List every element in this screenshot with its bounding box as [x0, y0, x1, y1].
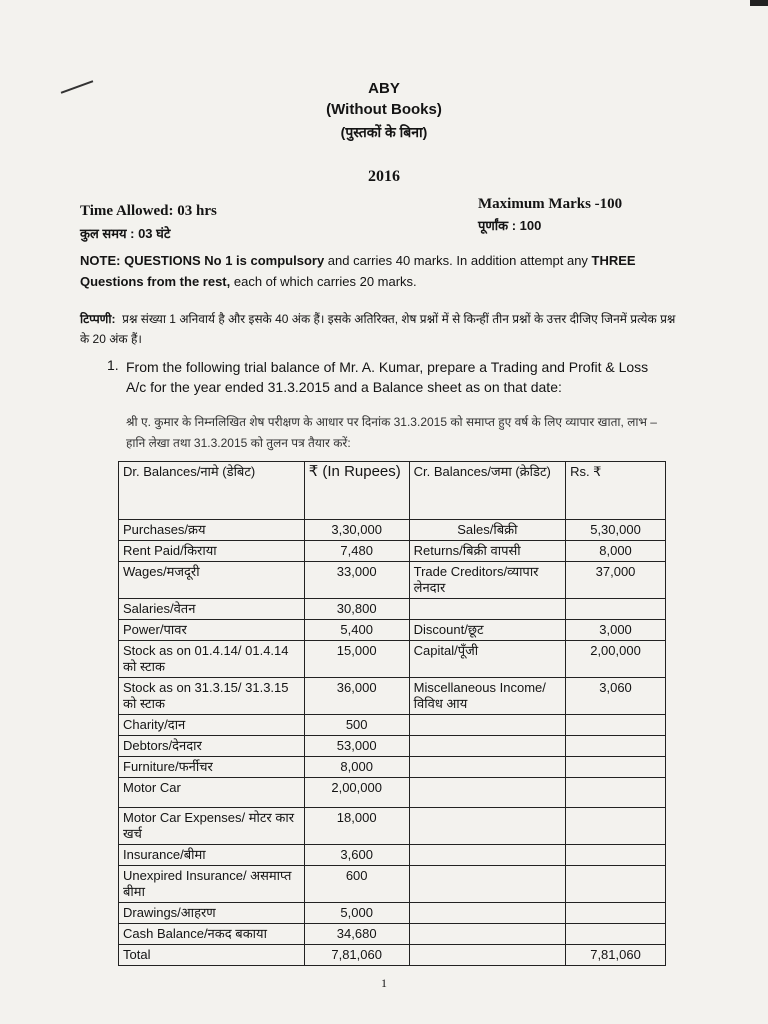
table-row [119, 620, 666, 641]
table-cell: Drawings/आहरण [119, 903, 305, 924]
table-cell: Unexpired Insurance/ असमाप्त बीमा [119, 866, 305, 903]
note-text-2: each of which carries 20 marks. [230, 274, 417, 289]
table-header-cell: Rs. ₹ [566, 462, 666, 520]
table-cell [566, 778, 666, 808]
table-cell: Debtors/देनदार [119, 736, 305, 757]
table-cell [409, 924, 565, 945]
table-cell [566, 866, 666, 903]
table-row [119, 520, 666, 541]
table-cell [566, 736, 666, 757]
table-cell: Capital/पूँजी [409, 641, 565, 678]
note-hindi-label: टिप्पणी: [80, 312, 116, 326]
table-row [119, 778, 666, 808]
table-cell: 3,060 [566, 678, 666, 715]
table-cell: 36,000 [304, 678, 409, 715]
table-cell: Furniture/फर्नीचर [119, 757, 305, 778]
table-cell: Sales/बिक्री [409, 520, 565, 541]
table-cell: Wages/मजदूरी [119, 562, 305, 599]
table-row [119, 845, 666, 866]
table-row [119, 736, 666, 757]
table-cell [566, 903, 666, 924]
table-cell: 7,81,060 [566, 945, 666, 966]
table-header-cell: Dr. Balances/नामे (डेबिट) [119, 462, 305, 520]
page-number: 1 [381, 976, 387, 990]
paper-title: ABY [368, 80, 400, 97]
time-allowed: Time Allowed: 03 hrs [80, 203, 217, 219]
table-cell [566, 757, 666, 778]
table-row [119, 562, 666, 599]
table-cell: 18,000 [304, 808, 409, 845]
table-cell: Insurance/बीमा [119, 845, 305, 866]
table-cell: Stock as on 01.4.14/ 01.4.14 को स्टाक [119, 641, 305, 678]
table-cell [409, 866, 565, 903]
table-cell [566, 924, 666, 945]
table-cell [566, 599, 666, 620]
table-row [119, 945, 666, 966]
time-allowed-hindi: कुल समय : 03 घंटे [80, 226, 171, 241]
table-cell: 8,000 [566, 541, 666, 562]
table-header-row [119, 462, 666, 520]
table-cell: Charity/दान [119, 715, 305, 736]
table-row [119, 903, 666, 924]
table-cell: Motor Car [119, 778, 305, 808]
table-row [119, 678, 666, 715]
note-compulsory: QUESTIONS No 1 is compulsory [124, 253, 325, 268]
table-cell: Miscellaneous Income/ विविध आय [409, 678, 565, 715]
question-text-hindi: श्री ए. कुमार के निम्नलिखित शेष परीक्षण के आधार पर दिनांक 31.3.2015 को समाप्त हुए वर्ष के लिए व्यापार खाता, लाभ –हानि लेखा तथा 31.3.2015 को तुलन पत्र तैयार करें: [126, 415, 657, 450]
table-cell [566, 845, 666, 866]
trial-balance-table [118, 461, 666, 966]
table-cell: 53,000 [304, 736, 409, 757]
table-cell [409, 715, 565, 736]
table-cell: 2,00,000 [566, 641, 666, 678]
maximum-marks-hindi: पूर्णांक : 100 [478, 218, 542, 233]
instructions-note [80, 250, 680, 292]
table-cell: Salaries/वेतन [119, 599, 305, 620]
table-cell [566, 715, 666, 736]
table-header-cell: Cr. Balances/जमा (क्रेडिट) [409, 462, 565, 520]
paper-year: 2016 [368, 168, 400, 185]
table-cell [409, 736, 565, 757]
note-three: THREE Questions from the rest, [80, 253, 636, 289]
table-cell: 33,000 [304, 562, 409, 599]
table-row [119, 866, 666, 903]
table-cell: 34,680 [304, 924, 409, 945]
page-edge-mark [750, 0, 768, 6]
table-cell: Rent Paid/किराया [119, 541, 305, 562]
table-cell: 5,400 [304, 620, 409, 641]
question-text: From the following trial balance of Mr. A. Kumar, prepare a Trading and Profit & Loss A/c for the year ended 31.3.2015 and a Balance sheet as on that date: [126, 359, 649, 395]
instructions-note-hindi [80, 309, 680, 349]
table-cell: 600 [304, 866, 409, 903]
table-cell: 37,000 [566, 562, 666, 599]
table-cell [566, 808, 666, 845]
table-cell: Purchases/क्रय [119, 520, 305, 541]
table-cell: Cash Balance/नकद बकाया [119, 924, 305, 945]
table-cell [409, 845, 565, 866]
table-row [119, 924, 666, 945]
note-label: NOTE: [80, 253, 121, 268]
table-row [119, 541, 666, 562]
note-text-1: and carries 40 marks. In addition attempt any [324, 253, 592, 268]
table-cell: 3,600 [304, 845, 409, 866]
table-cell: 5,30,000 [566, 520, 666, 541]
table-cell: Trade Creditors/व्यापार लेनदार [409, 562, 565, 599]
table-cell: 7,480 [304, 541, 409, 562]
table-row [119, 715, 666, 736]
table-cell [409, 903, 565, 924]
table-cell [409, 778, 565, 808]
table-cell: Total [119, 945, 305, 966]
table-cell: 2,00,000 [304, 778, 409, 808]
table-row [119, 757, 666, 778]
maximum-marks: Maximum Marks -100 [478, 196, 623, 212]
table-cell: 30,800 [304, 599, 409, 620]
paper-subtitle-hindi: (पुस्तकों के बिना) [340, 124, 428, 140]
table-cell: 7,81,060 [304, 945, 409, 966]
table-cell: Power/पावर [119, 620, 305, 641]
table-cell: 3,30,000 [304, 520, 409, 541]
table-cell: Stock as on 31.3.15/ 31.3.15 को स्टाक [119, 678, 305, 715]
table-cell [409, 757, 565, 778]
question-number: 1. [107, 357, 119, 373]
paper-subtitle: (Without Books) [326, 101, 442, 118]
table-cell: Discount/छूट [409, 620, 565, 641]
table-row [119, 808, 666, 845]
table-cell [409, 945, 565, 966]
table-header-cell: ₹ (In Rupees) [304, 462, 409, 520]
table-cell: Returns/बिक्री वापसी [409, 541, 565, 562]
table-row [119, 641, 666, 678]
note-hindi-text: प्रश्न संख्या 1 अनिवार्य है और इसके 40 अंक हैं। इसके अतिरिक्त, शेष प्रश्नों में से किन्हीं तीन प्रश्नों के उत्तर दीजिए जिनमें प्रत्येक प्रश्न के 20 अंक हैं। [80, 312, 676, 346]
table-cell: Motor Car Expenses/ मोटर कार खर्च [119, 808, 305, 845]
table-cell [409, 599, 565, 620]
table-cell: 3,000 [566, 620, 666, 641]
table-cell: 15,000 [304, 641, 409, 678]
table-cell: 5,000 [304, 903, 409, 924]
table-row [119, 599, 666, 620]
table-cell: 500 [304, 715, 409, 736]
table-cell [409, 808, 565, 845]
table-cell: 8,000 [304, 757, 409, 778]
